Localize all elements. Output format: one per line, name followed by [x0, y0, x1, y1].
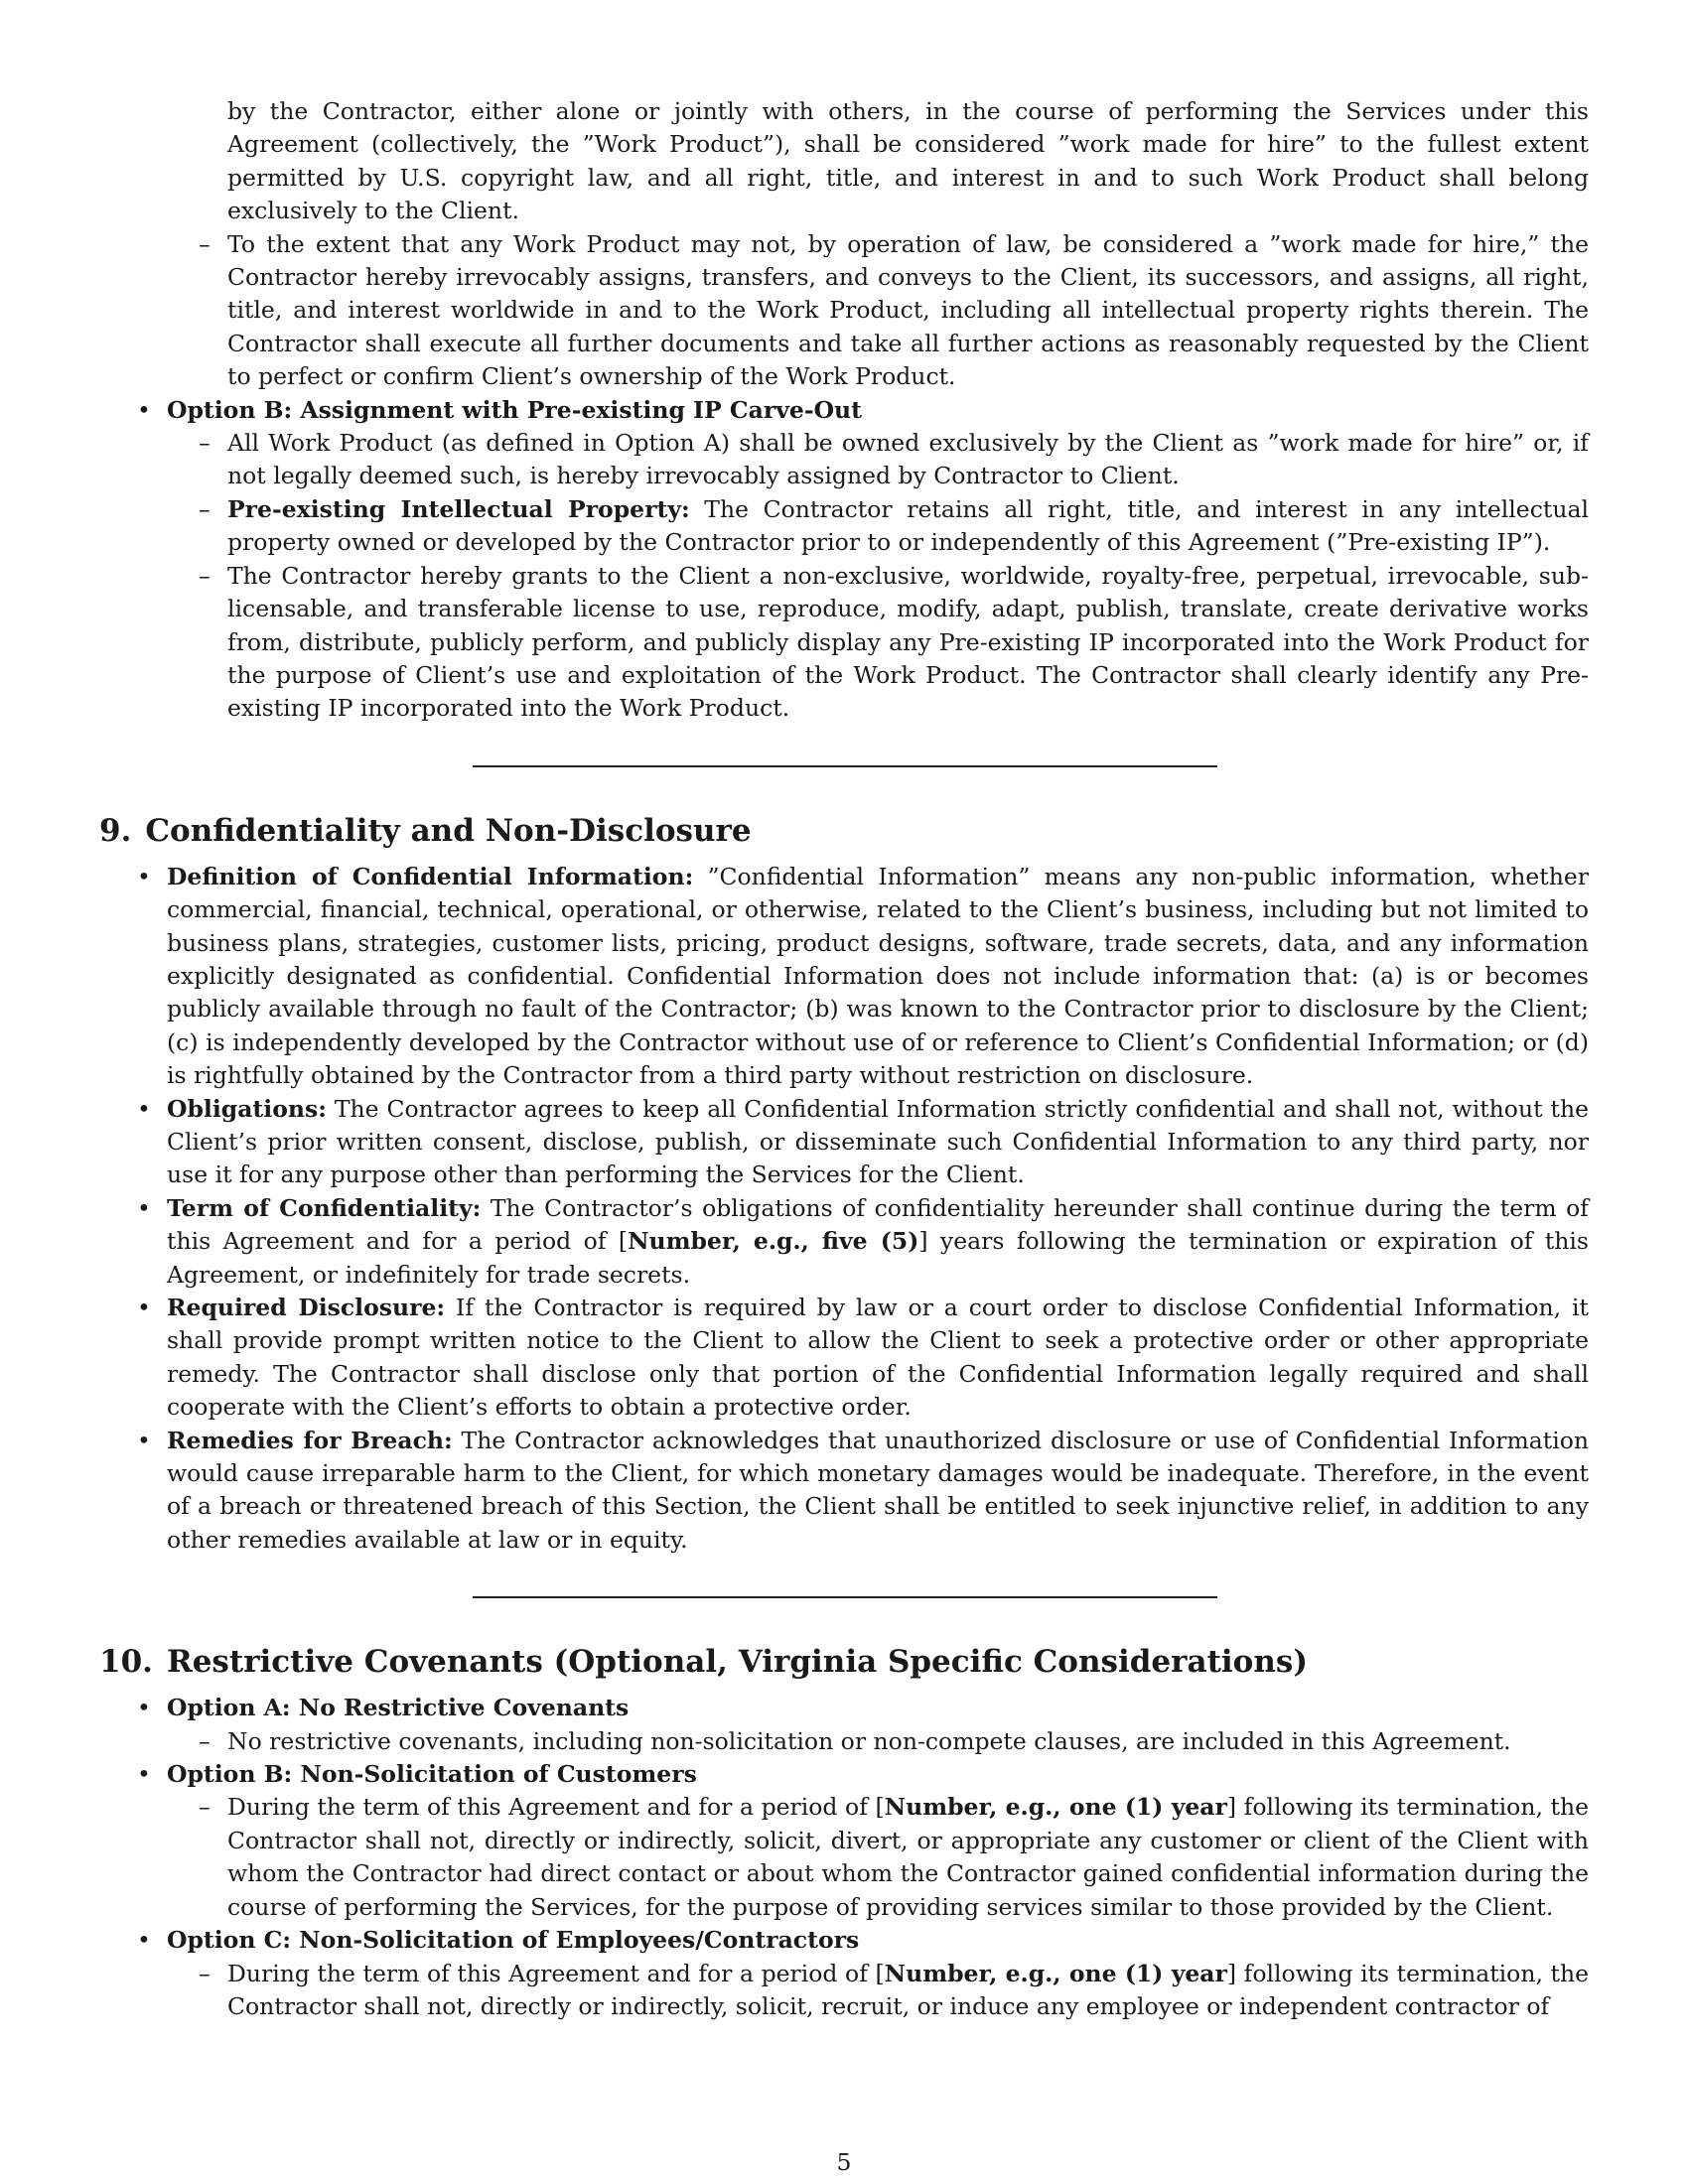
option-text: During the term of this Agreement and for a period of [ — [227, 1959, 885, 1987]
work-product-paragraph: by the Contractor, either alone or jointly with others, in the course of performing the Services under this Agreement (collectively, the ”Work Product”), shall be considered ”work made for hire” to the fullest extent permitted by U.S. copyright law, and all right, title, and interest in and to such Work Product shall belong exclusively to the Client. — [227, 97, 1589, 225]
section-title: Restrictive Covenants (Optional, Virginia Specific Considerations) — [166, 1644, 1308, 1681]
section-divider — [473, 1596, 1217, 1598]
placeholder-number: Number, e.g., one (1) year — [884, 1959, 1227, 1987]
item-text: ] years following the termination or expiration of this Agreement, or indefinitely for trade secrets. — [167, 1227, 1589, 1289]
option-b-non-solicitation-customers — [137, 1758, 1589, 1791]
item-text: ”Confidential Information” means any non-public information, whether commercial, financial, technical, operational, or otherwise, related to the Client’s business, including but not limited to business plans, strategies, customer lists, pricing, product designs, software, trade secrets, data, and any information explicitly designated as confidential. Confidential Information does not include information that: (a) is or becomes publicly available through no fault of the Contractor; (b) was known to the Contractor prior to disclosure by the Client; (c) is independently developed by the Contractor without use of or reference to Client’s Confidential Information; or (d) is rightfully obtained by the Contractor from a third party without restriction on disclosure. — [167, 862, 1589, 1090]
section-divider — [473, 765, 1217, 767]
option-title: Option B: Non-Solicitation of Customers — [167, 1760, 697, 1789]
option-b-subitem-1 — [199, 427, 1589, 493]
item-label: Obligations: — [167, 1094, 327, 1123]
item-text: The Contractor agrees to keep all Confidential Information strictly confidential and shall not, without the Client’s prior written consent, disclose, publish, or disseminate such Confidential Information to any third party, nor use it for any purpose other than performing the Services for the Client. — [167, 1094, 1589, 1189]
work-for-hire-assignment-item — [199, 228, 1589, 394]
option-title: Option A: No Restrictive Covenants — [167, 1694, 630, 1722]
dash-marker: – — [199, 429, 211, 458]
option-b-title: Option B: Assignment with Pre-existing IP Carve-Out — [167, 395, 862, 424]
section-10-heading — [99, 1642, 1589, 1682]
section-number: 9. — [99, 812, 132, 849]
option-text: No restrictive covenants, including non-solicitation or non-compete clauses, are included in this Agreement. — [227, 1726, 1511, 1755]
option-a-no-covenants — [137, 1692, 1589, 1724]
option-text: During the term of this Agreement and for a period of [ — [227, 1793, 885, 1822]
option-b-subitem-text: All Work Product (as defined in Option A) shall be owned exclusively by the Client as ”work made for hire” or, if not legally deemed such, is hereby irrevocably assigned by Contractor to Client. — [227, 429, 1589, 490]
page-content — [99, 95, 1589, 2023]
item-label: Definition of Confidential Information: — [167, 862, 694, 890]
bullet-marker: • — [137, 1193, 151, 1222]
item-text: The Contractor acknowledges that unauthorized disclosure or use of Confidential Information would cause irreparable harm to the Client, for which monetary damages would be inadequate. Therefore, in the event of a breach or threatened breach of this Section, the Client shall be entitled to seek injunctive relief, in addition to any other remedies available at law or in equity. — [167, 1426, 1590, 1554]
section-number: 10. — [99, 1644, 153, 1681]
bullet-marker: • — [137, 1926, 151, 1955]
confidentiality-definition-item — [137, 861, 1589, 1093]
dash-marker: – — [199, 1959, 211, 1987]
option-b-subitem-2 — [199, 493, 1589, 560]
bullet-marker: • — [137, 395, 151, 424]
option-text: ] following its termination, the Contractor shall not, directly or indirectly, solicit, recruit, or induce any employee or independent contractor of — [227, 1959, 1589, 2020]
option-c-non-solicitation-employees — [137, 1924, 1589, 1957]
dash-marker: – — [199, 1726, 211, 1755]
section-title: Confidentiality and Non-Disclosure — [145, 812, 752, 849]
dash-marker: – — [199, 561, 211, 590]
placeholder-number: Number, e.g., five (5) — [628, 1227, 919, 1256]
page-number: 5 — [836, 2148, 852, 2176]
remedies-for-breach-item — [137, 1425, 1590, 1558]
assignment-text: To the extent that any Work Product may not, by operation of law, be considered a ”work made for hire,” the Contractor hereby irrevocably assigns, transfers, and conveys to the Client, its successors, and assigns, all right, title, and interest worldwide in and to the Work Product, including all intellectual property rights therein. The Contractor shall execute all further documents and take all further actions as reasonably requested by the Client to perfect or confirm Client’s ownership of the Work Product. — [227, 229, 1589, 391]
option-text: ] following its termination, the Contractor shall not, directly or indirectly, solicit, divert, or appropriate any customer or client of the Client with whom the Contractor had direct contact or about whom the Contractor gained confidential information during the course of performing the Services, for the purpose of providing services similar to those provided by the Client. — [227, 1793, 1589, 1921]
bullet-marker: • — [137, 1094, 151, 1123]
confidentiality-obligations-item — [137, 1093, 1589, 1192]
option-b-subitem-3 — [199, 560, 1589, 726]
bullet-marker: • — [137, 1426, 151, 1454]
option-b-ip-item — [137, 394, 1589, 427]
item-label: Remedies for Breach: — [167, 1426, 453, 1454]
preexisting-ip-label: Pre-existing Intellectual Property: — [227, 494, 690, 523]
bullet-marker: • — [137, 862, 151, 890]
dash-marker: – — [199, 1793, 211, 1822]
option-b-subitem-text: The Contractor hereby grants to the Client a non-exclusive, worldwide, royalty-free, perpetual, irrevocable, sub-licensable, and transferable license to use, reproduce, modify, adapt, publish, translate, create derivative works from, distribute, publicly perform, and publicly display any Pre-existing IP incorporated into the Work Product for the purpose of Client’s use and exploitation of the Work Product. The Contractor shall clearly identify any Pre-existing IP incorporated into the Work Product. — [227, 561, 1589, 723]
item-text: If the Contractor is required by law or a court order to disclose Confidential Information, it shall provide prompt written notice to the Client to allow the Client to seek a protective order or other appropriate remedy. The Contractor shall disclose only that portion of the Confidential Information legally required and shall cooperate with the Client’s efforts to obtain a protective order. — [167, 1294, 1589, 1422]
placeholder-number: Number, e.g., one (1) year — [884, 1793, 1227, 1822]
bullet-marker: • — [137, 1294, 151, 1321]
option-b-subitem-text: The Contractor retains all right, title, and interest in any intellectual property owned or developed by the Contractor prior to or independently of this Agreement (”Pre-existing IP”). — [227, 494, 1589, 557]
dash-marker: – — [199, 229, 211, 258]
item-label: Term of Confidentiality: — [167, 1193, 482, 1222]
option-a-text-item — [199, 1725, 1589, 1758]
bullet-marker: • — [137, 1694, 151, 1722]
option-title: Option C: Non-Solicitation of Employees/Contractors — [167, 1926, 860, 1955]
item-text: The Contractor’s obligations of confidentiality hereunder shall continue during the term of this Agreement and for a period of [ — [167, 1193, 1590, 1256]
required-disclosure-item — [137, 1292, 1589, 1425]
confidentiality-term-item — [137, 1192, 1590, 1292]
option-c-text-item — [199, 1958, 1589, 2024]
item-label: Required Disclosure: — [167, 1294, 446, 1321]
bullet-marker: • — [137, 1760, 151, 1789]
option-b-text-item — [199, 1791, 1589, 1924]
section-9-heading — [99, 811, 1589, 851]
dash-marker: – — [199, 494, 211, 523]
